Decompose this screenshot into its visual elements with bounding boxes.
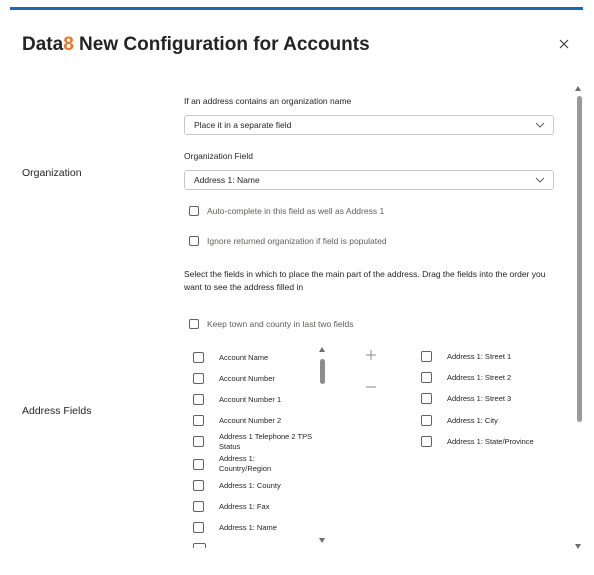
field-checkbox[interactable] (193, 352, 204, 363)
field-checkbox[interactable] (421, 436, 432, 447)
field-checkbox[interactable] (421, 415, 432, 426)
title-brand-accent: 8 (63, 34, 74, 55)
field-label: Address 1: Street 1 (447, 352, 512, 361)
field-checkbox[interactable] (193, 436, 204, 447)
field-checkbox[interactable] (193, 480, 204, 491)
organization-section-label: Organization (22, 167, 82, 179)
field-label: Address 1: State/Province (447, 437, 534, 446)
autocomplete-checkbox[interactable] (189, 206, 199, 216)
dialog-title (22, 34, 370, 56)
field-checkbox[interactable] (421, 372, 432, 383)
scroll-down-arrow-icon[interactable] (575, 544, 581, 549)
field-checkbox[interactable] (193, 415, 204, 426)
field-label: Account Number 2 (219, 416, 282, 425)
keep-town-checkbox[interactable] (189, 319, 199, 329)
field-label: Account Number 1 (219, 395, 282, 404)
minus-icon[interactable] (364, 380, 378, 394)
contains-org-label: If an address contains an organization name (184, 96, 352, 106)
org-field-dropdown[interactable] (184, 170, 554, 190)
contains-org-value: Place it in a separate field (194, 120, 292, 130)
field-label: Address 1: County (219, 481, 281, 490)
field-label: Address 1: Fax (219, 502, 270, 511)
field-checkbox-partial[interactable] (193, 543, 206, 548)
dialog-scrollbar-thumb[interactable] (577, 96, 582, 422)
field-checkbox[interactable] (193, 522, 204, 533)
chevron-down-icon (535, 176, 545, 184)
autocomplete-label: Auto-complete in this field as well as Address 1 (207, 206, 385, 216)
address-fields-description: Select the fields in which to place the main part of the address. Drag the fields into the order you want to see the address filled in (184, 269, 546, 292)
field-checkbox[interactable] (193, 501, 204, 512)
keep-town-label: Keep town and county in last two fields (207, 319, 354, 329)
field-label: Address 1: City (447, 416, 498, 425)
field-label: Address 1: Country/Region (219, 454, 272, 473)
org-field-value: Address 1: Name (194, 175, 260, 185)
org-field-label: Organization Field (184, 151, 253, 161)
field-label: Account Name (219, 353, 269, 362)
plus-icon[interactable] (364, 348, 378, 362)
list-scroll-up-icon[interactable] (319, 347, 325, 352)
field-checkbox[interactable] (421, 351, 432, 362)
field-label: Address 1: Name (219, 523, 277, 532)
close-icon[interactable] (556, 36, 572, 52)
field-label: Address 1: Street 2 (447, 373, 512, 382)
title-brand-prefix: Data (22, 34, 64, 55)
contains-org-dropdown[interactable] (184, 115, 554, 135)
address-fields-section-label: Address Fields (22, 405, 92, 417)
list-scrollbar-thumb[interactable] (320, 359, 325, 384)
scroll-up-arrow-icon[interactable] (575, 86, 581, 91)
field-label: Address 1 Telephone 2 TPS Status (219, 432, 313, 451)
field-checkbox[interactable] (193, 373, 204, 384)
field-checkbox[interactable] (421, 393, 432, 404)
chevron-down-icon (535, 121, 545, 129)
title-text: New Configuration for Accounts (73, 34, 370, 55)
ignore-org-label: Ignore returned organization if field is populated (207, 236, 387, 246)
available-fields-list[interactable] (187, 343, 329, 545)
field-checkbox[interactable] (193, 394, 204, 405)
list-scroll-down-icon[interactable] (319, 538, 325, 543)
field-checkbox[interactable] (193, 459, 204, 470)
field-label: Account Number (219, 374, 275, 383)
field-label: Address 1: Street 3 (447, 394, 512, 403)
dialog-top-accent-bar (10, 7, 583, 10)
ignore-org-checkbox[interactable] (189, 236, 199, 246)
